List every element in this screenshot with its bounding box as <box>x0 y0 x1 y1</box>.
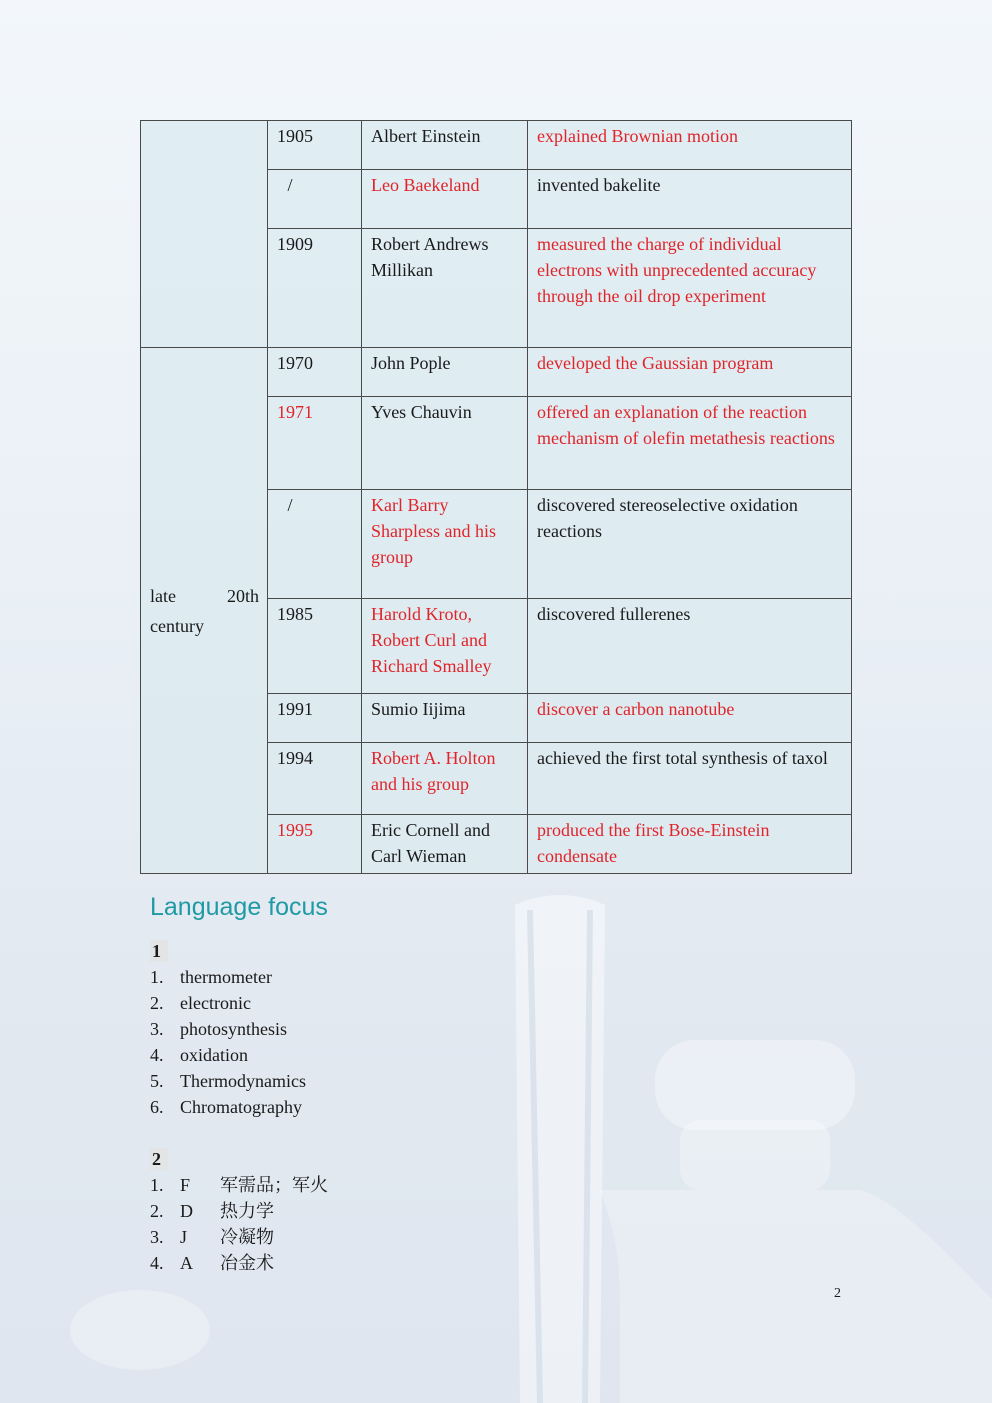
contribution-cell: developed the Gaussian program <box>528 348 852 397</box>
era-cell <box>141 121 268 348</box>
scientist-cell: Leo Baekeland <box>362 170 528 229</box>
year-cell: 1970 <box>268 348 362 397</box>
year-cell: 1995 <box>268 815 362 874</box>
list-item: 3. photosynthesis <box>150 1019 288 1039</box>
list-item: 4. oxidation <box>150 1045 248 1065</box>
year-cell: / <box>268 170 362 229</box>
list-item: 1. thermometer <box>150 967 272 987</box>
chemistry-timeline-table <box>140 120 852 874</box>
scientist-cell: Karl Barry Sharpless and his group <box>362 490 528 599</box>
year-cell: 1905 <box>268 121 362 170</box>
list-item: 1. F 军需品；军火 <box>150 1175 328 1195</box>
table-row <box>141 348 852 397</box>
contribution-cell: offered an explanation of the reaction mechanism of olefin metathesis reactions <box>528 397 852 490</box>
year-cell: 1994 <box>268 743 362 815</box>
year-cell: 1971 <box>268 397 362 490</box>
contribution-cell: measured the charge of individual electrons with unprecedented accuracy through the oil drop experiment <box>528 229 852 348</box>
list-item: 3. J 冷凝物 <box>150 1227 274 1247</box>
exercise-2-answers <box>150 1172 328 1276</box>
list-item: 5. Thermodynamics <box>150 1071 306 1091</box>
year-cell: 1991 <box>268 694 362 743</box>
contribution-cell: discovered fullerenes <box>528 599 852 694</box>
year-cell: 1909 <box>268 229 362 348</box>
page-number: 2 <box>834 1286 841 1301</box>
era-label: late 20th century <box>150 585 259 636</box>
contribution-cell: discover a carbon nanotube <box>528 694 852 743</box>
list-item: 2. electronic <box>150 993 251 1013</box>
list-item: 4. A 冶金术 <box>150 1253 274 1273</box>
contribution-cell: produced the first Bose-Einstein condensate <box>528 815 852 874</box>
scientist-cell: Robert A. Holton and his group <box>362 743 528 815</box>
scientist-cell: Albert Einstein <box>362 121 528 170</box>
exercise-1-answers <box>150 964 306 1120</box>
exercise-number: 1 <box>150 940 168 962</box>
era-cell <box>141 348 268 874</box>
year-cell: / <box>268 490 362 599</box>
section-title-language-focus: Language focus <box>150 893 328 921</box>
list-item: 6. Chromatography <box>150 1097 302 1117</box>
contribution-cell: achieved the first total synthesis of taxol <box>528 743 852 815</box>
scientist-cell: Harold Kroto, Robert Curl and Richard Smalley <box>362 599 528 694</box>
year-cell: 1985 <box>268 599 362 694</box>
scientist-cell: Eric Cornell and Carl Wieman <box>362 815 528 874</box>
exercise-number: 2 <box>150 1148 168 1170</box>
scientist-cell: Robert Andrews Millikan <box>362 229 528 348</box>
contribution-cell: discovered stereoselective oxidation reactions <box>528 490 852 599</box>
scientist-cell: Yves Chauvin <box>362 397 528 490</box>
scientist-cell: John Pople <box>362 348 528 397</box>
scientist-cell: Sumio Iijima <box>362 694 528 743</box>
list-item: 2. D 热力学 <box>150 1201 274 1221</box>
table-row <box>141 121 852 170</box>
contribution-cell: explained Brownian motion <box>528 121 852 170</box>
contribution-cell: invented bakelite <box>528 170 852 229</box>
